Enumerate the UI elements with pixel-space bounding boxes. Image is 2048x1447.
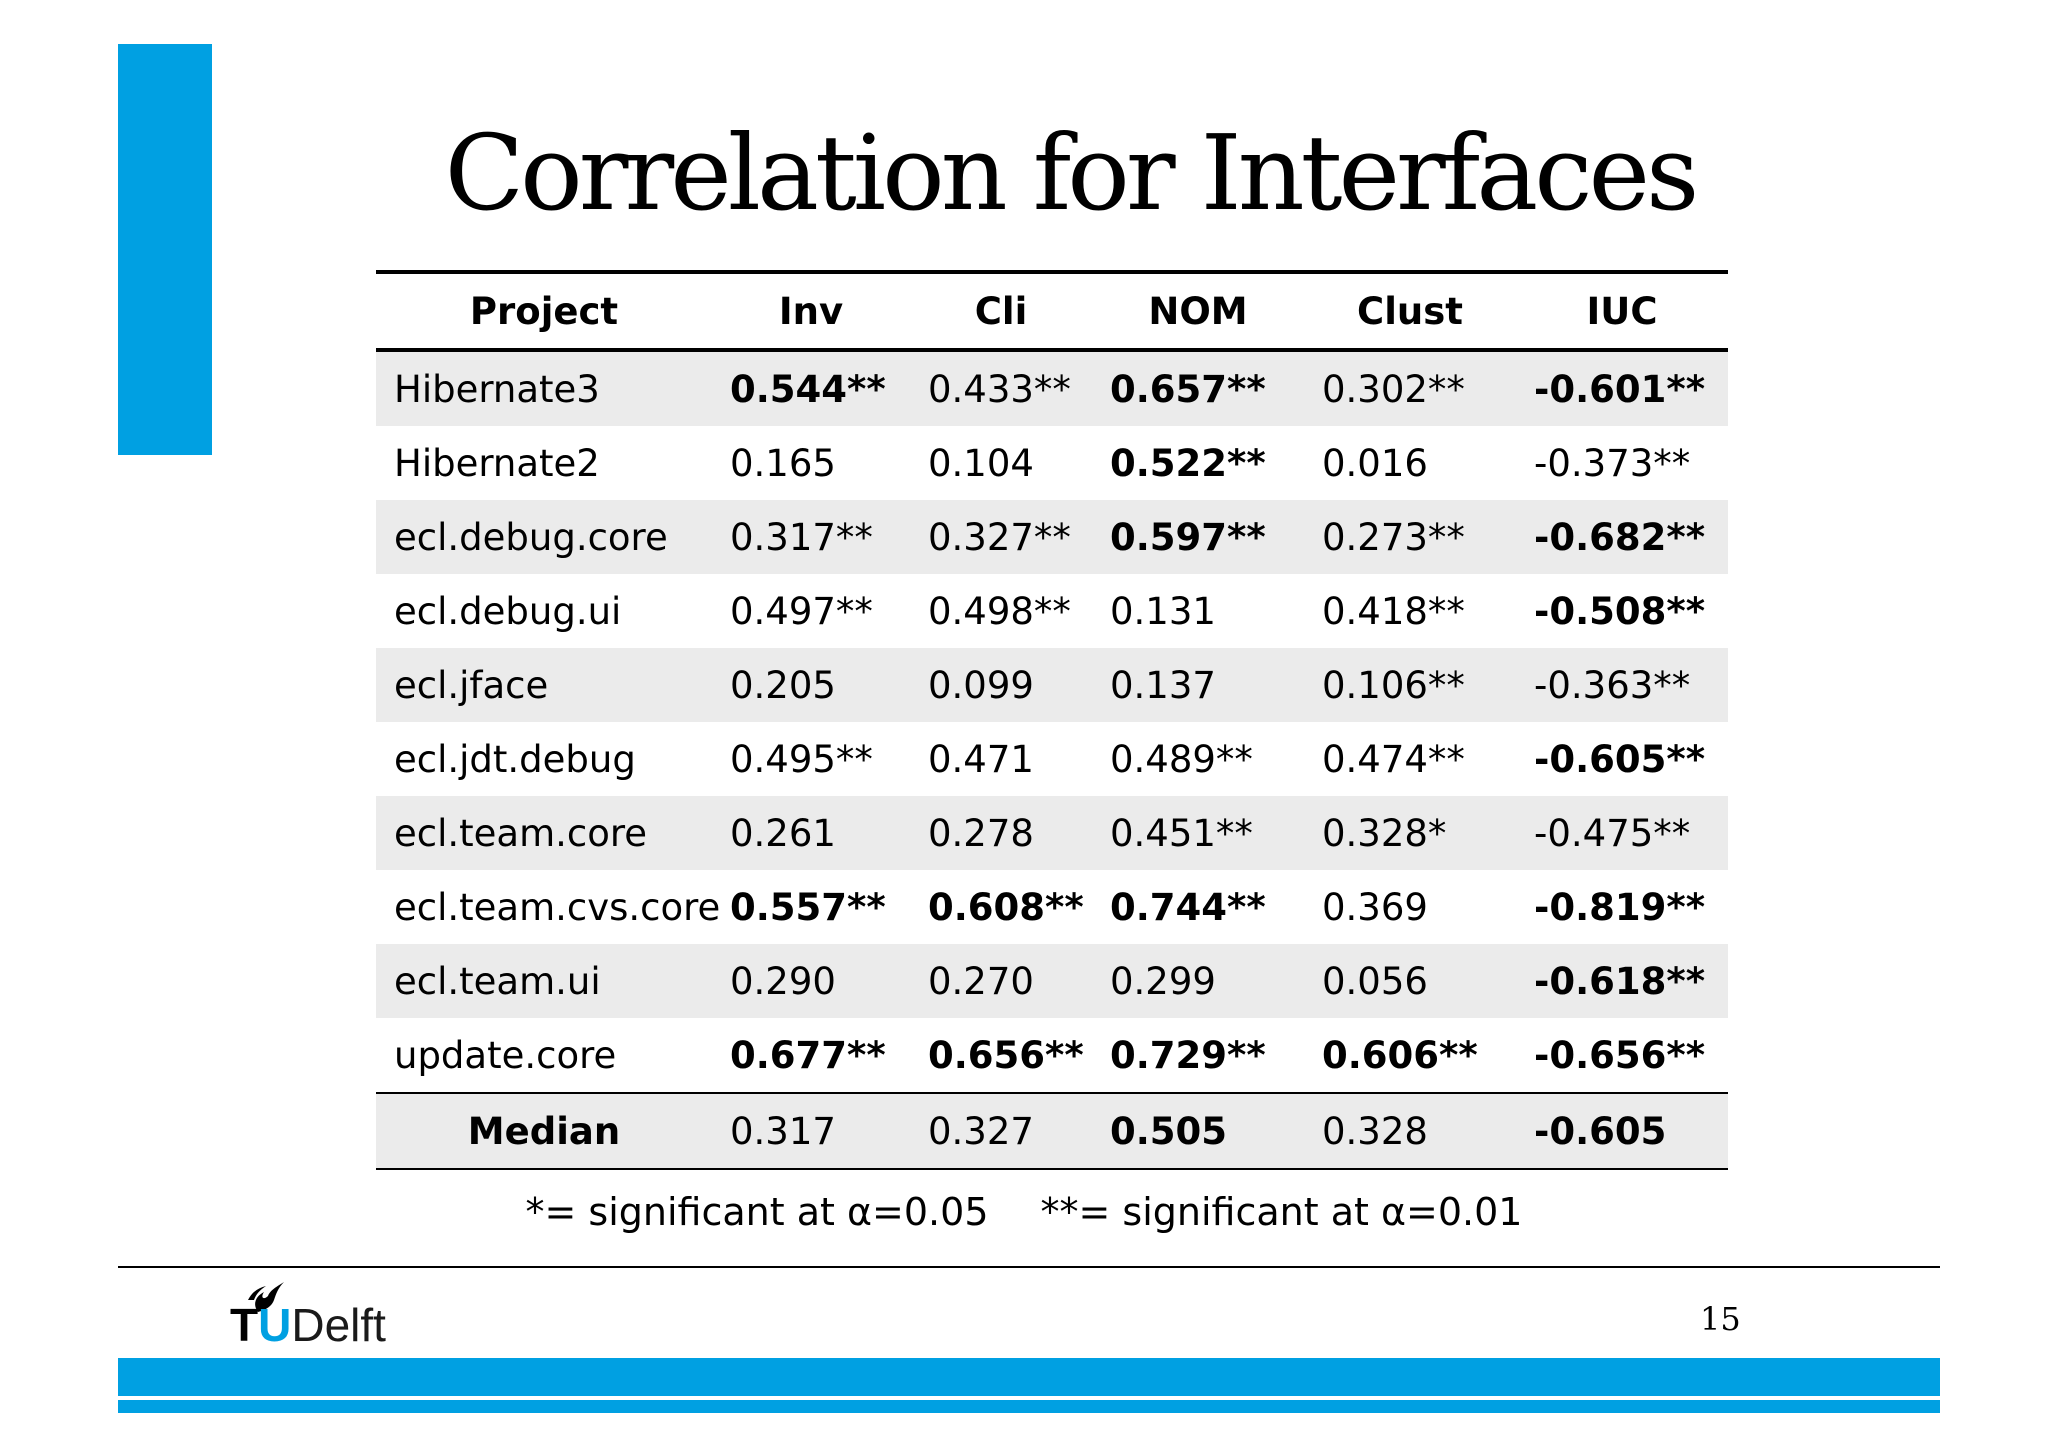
header-project: Project [376,272,712,350]
cell-inv: 0.544** [712,350,910,426]
logo-u: U [258,1299,292,1351]
cell-project: ecl.debug.ui [394,589,622,633]
logo-text [230,1300,386,1350]
table-row [376,796,1728,870]
cell-cli: 0.433** [910,350,1092,426]
table-header-row [376,272,1728,350]
cell-clust: 0.606** [1322,1033,1478,1077]
median-inv: 0.317 [712,1093,910,1169]
cell-nom: 0.597** [1092,500,1304,574]
cell-cli: 0.278 [910,796,1092,870]
cell-clust: 0.474** [1322,737,1465,781]
cell-nom: 0.137 [1092,648,1304,722]
cell-cli: 0.099 [910,648,1092,722]
header-nom: NOM [1092,272,1304,350]
cell-inv: 0.677** [730,1033,886,1077]
header-inv: Inv [712,272,910,350]
cell-iuc: -0.605** [1534,737,1706,781]
table-body [376,350,1728,1169]
cell-iuc: -0.373** [1534,441,1691,485]
cell-iuc: -0.475** [1516,796,1728,870]
page-number: 15 [1700,1300,1741,1338]
table-row [376,574,1728,648]
cell-iuc: -0.601** [1516,350,1728,426]
cell-clust: 0.273** [1304,500,1516,574]
table-row [376,500,1728,574]
cell-inv: 0.495** [730,737,873,781]
cell-project: ecl.team.cvs.core [394,885,721,929]
cell-inv: 0.497** [730,589,873,633]
median-nom: 0.505 [1092,1093,1304,1169]
slide-title: Correlation for Interfaces [444,112,1696,234]
cell-nom: 0.451** [1092,796,1304,870]
cell-project: Hibernate2 [394,441,600,485]
cell-nom: 0.299 [1092,944,1304,1018]
footnote-single: *= significant at α=0.05 [525,1190,989,1234]
cell-clust: 0.106** [1304,648,1516,722]
table-row [376,1018,1728,1093]
cell-project: ecl.jface [376,648,712,722]
cell-inv: 0.290 [712,944,910,1018]
cell-clust: 0.328* [1304,796,1516,870]
header-clust: Clust [1304,272,1516,350]
cell-iuc: -0.682** [1516,500,1728,574]
header-iuc: IUC [1516,272,1728,350]
logo-delft: Delft [291,1299,386,1351]
cell-cli: 0.498** [928,589,1071,633]
cell-nom: 0.131 [1110,589,1216,633]
cell-project: ecl.jdt.debug [394,737,636,781]
cell-project: update.core [394,1033,617,1077]
table-row [376,722,1728,796]
cell-iuc: -0.819** [1534,885,1706,929]
cell-iuc: -0.508** [1534,589,1706,633]
cell-project: ecl.debug.core [376,500,712,574]
median-iuc: -0.605 [1516,1093,1728,1169]
cell-iuc: -0.618** [1516,944,1728,1018]
cell-inv: 0.317** [712,500,910,574]
median-clust: 0.328 [1304,1093,1516,1169]
significance-footnote [0,1190,2048,1234]
cell-clust: 0.016 [1322,441,1428,485]
cell-nom: 0.489** [1110,737,1253,781]
cell-nom: 0.729** [1110,1033,1266,1077]
cell-inv: 0.261 [712,796,910,870]
cell-cli: 0.656** [928,1033,1084,1077]
cell-cli: 0.327** [910,500,1092,574]
cell-clust: 0.056 [1304,944,1516,1018]
table-row [376,426,1728,500]
header-cli: Cli [910,272,1092,350]
cell-cli: 0.608** [928,885,1084,929]
cell-inv: 0.557** [730,885,886,929]
footnote-double: **= significant at α=0.01 [1040,1190,1523,1234]
cell-inv: 0.165 [730,441,836,485]
accent-bar [118,44,212,455]
cell-inv: 0.205 [712,648,910,722]
footer-band-bottom [118,1400,1940,1413]
logo-t: T [230,1299,259,1351]
median-cli: 0.327 [910,1093,1092,1169]
cell-nom: 0.657** [1092,350,1304,426]
table-row [376,350,1728,426]
tu-delft-logo [230,1278,420,1350]
cell-project: ecl.team.ui [376,944,712,1018]
correlation-table [376,270,1728,1170]
median-label: Median [376,1093,712,1169]
median-row [376,1093,1728,1169]
cell-nom: 0.744** [1110,885,1266,929]
cell-cli: 0.104 [928,441,1034,485]
footer-band-top [118,1358,1940,1396]
cell-iuc: -0.656** [1534,1033,1706,1077]
footer-divider [118,1266,1940,1268]
cell-project: Hibernate3 [376,350,712,426]
cell-clust: 0.369 [1322,885,1428,929]
table-row [376,648,1728,722]
cell-clust: 0.302** [1304,350,1516,426]
cell-cli: 0.270 [910,944,1092,1018]
table-row [376,870,1728,944]
table-row [376,944,1728,1018]
cell-project: ecl.team.core [376,796,712,870]
cell-nom: 0.522** [1110,441,1266,485]
cell-iuc: -0.363** [1516,648,1728,722]
cell-clust: 0.418** [1322,589,1465,633]
cell-cli: 0.471 [928,737,1034,781]
